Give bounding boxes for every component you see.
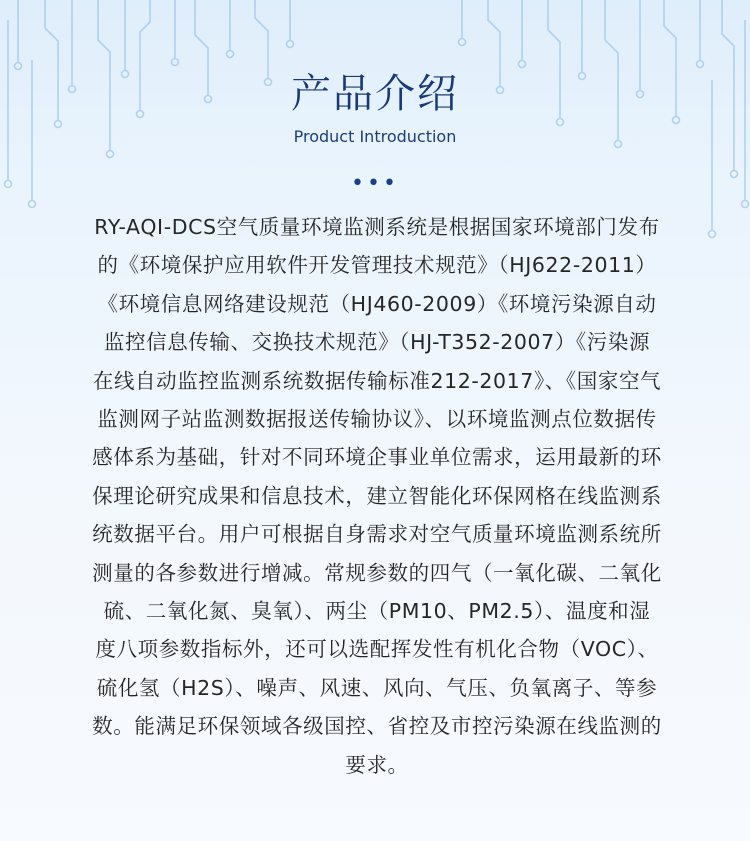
intro-line: 监测网子站监测数据报送传输协议》、以环境监测点位数据传 <box>97 407 657 432</box>
intro-line: 要求。 <box>345 752 409 777</box>
intro-line: 数。能满足环保领域各级国控、省控及市控污染源在线监测的 <box>92 714 662 739</box>
intro-paragraph <box>36 208 718 784</box>
intro-line: 硫化氢（H2S）、噪声、风速、风向、气压、负氧离子、等参 <box>96 675 658 700</box>
section-header <box>0 68 750 195</box>
intro-line: 感体系为基础，针对不同环境企事业单位需求，运用最新的环 <box>92 445 662 470</box>
page-title: 产品介绍 <box>291 71 459 117</box>
intro-line: 的《环境保护应用软件开发管理技术规范》（HJ622-2011） <box>97 253 657 278</box>
page-subtitle: Product Introduction <box>293 127 457 146</box>
intro-line: RY-AQI-DCS空气质量环境监测系统是根据国家环境部门发布 <box>94 215 660 239</box>
intro-line: 度八项参数指标外，还可以选配挥发性有机化合物（VOC）、 <box>95 637 659 662</box>
intro-line: 《环境信息网络建设规范（HJ460-2009）《环境污染源自动 <box>97 291 657 316</box>
intro-line: 测量的各参数进行增减。常规参数的四气（一氧化碳、二氧化 <box>92 560 662 585</box>
intro-line: 硫、二氧化氮、臭氧）、两尘（PM10、PM2.5）、温度和湿 <box>103 599 651 624</box>
intro-line: 监控信息传输、交换技术规范》（HJ-T352-2007）《污染源 <box>103 330 651 355</box>
intro-line: 保理论研究成果和信息技术，建立智能化环保网格在线监测系 <box>92 483 662 508</box>
divider-dots: ••• <box>351 171 399 196</box>
intro-line: 统数据平台。用户可根据自身需求对空气质量环境监测系统所 <box>92 522 662 547</box>
intro-line: 在线自动监控监测系统数据传输标准212-2017》、《国家空气 <box>92 368 662 393</box>
